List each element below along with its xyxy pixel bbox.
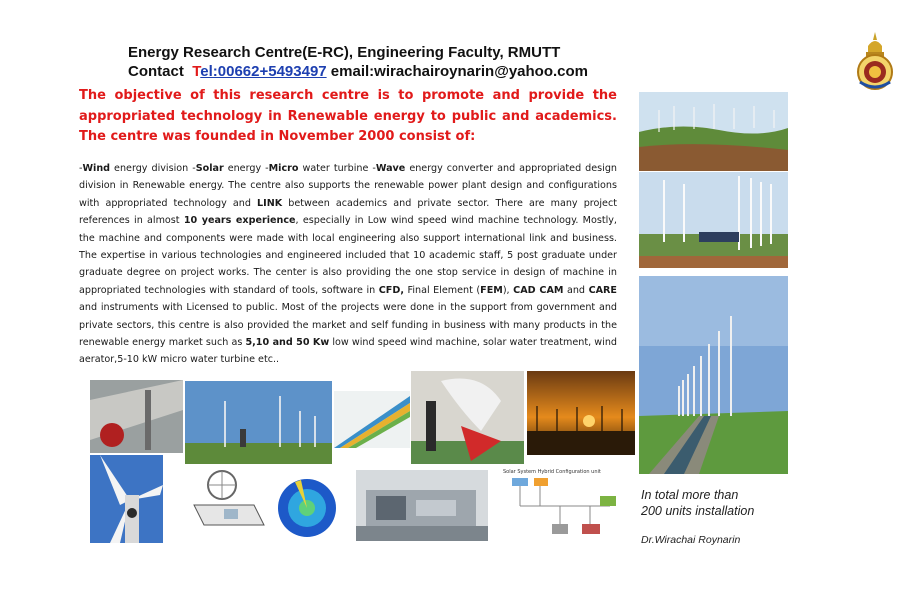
- caption-line-2: 200 units installation: [641, 504, 755, 518]
- header-contact: [128, 63, 588, 80]
- diagram-title: Solar System Hybrid Configuration unit: [503, 469, 601, 475]
- blade-cfd-render: [334, 391, 410, 448]
- caption-line-1: In total more than: [641, 488, 739, 502]
- sunset-wind-farm-photo: [527, 371, 635, 455]
- blade-workshop-photo: [90, 380, 183, 453]
- installation-caption: [641, 487, 754, 519]
- fem-stress-plot: [275, 472, 340, 542]
- turbine-nacelle-worker-photo: [90, 455, 163, 543]
- tel-prefix: T: [192, 63, 201, 80]
- description-paragraph: -Wind energy division -Solar energy -Micro water turbine -Wave energy converter and appropriated design division in Renewable energy. The centre also supports the renewable power plant design and configurations with appropriated technology and LINK between academics and private sector. There are many project references in almost 10 years experience, especially in Low wind speed wind machine technology. Mostly, the machine and components were made with local engineering also support international link and business. The expertise in various technologies and engineered included that 10 academic staff, 5 post graduate under graduate degree on project works. The center is also providing the one stop service in design of machine in appropriated technologies with standard of tools, software in CFD, Final Element (FEM), CAD CAM and CARE and instruments with Licensed to public. Most of the projects were done in the support from government and private sectors, this centre is also provided the market and self funding in business with many products in the renewable energy market such as 5,10 and 50 Kw low wind speed wind machine, solar water treatment, wind aerator,5-10 kW micro water turbine etc..: [79, 163, 618, 366]
- wind-turbines-solar-panels-photo: [639, 172, 788, 268]
- hybrid-system-diagram: [500, 466, 625, 542]
- micro-turbine-test-rig-photo: [356, 470, 488, 541]
- wind-farm-hill-photo: [639, 92, 788, 171]
- wind-turbines-field-photo: [185, 381, 332, 464]
- email-text: email:wirachairoynarin@yahoo.com: [330, 63, 589, 80]
- turbine-engineer-photo: [411, 371, 524, 464]
- tel-link[interactable]: el:00662+5493497: [200, 63, 327, 80]
- university-logo: [856, 32, 894, 92]
- header-title: Energy Research Centre(E-RC), Engineering Faculty, RMUTT: [128, 44, 561, 61]
- objective-statement: The objective of this research centre is to promote and provide the appropriated technology in Renewable energy to public and academics. The centre was founded in November 2000 consist of:: [79, 88, 617, 144]
- contact-label: Contact: [128, 63, 184, 80]
- wind-turbine-row-canal-photo: [639, 276, 788, 474]
- cad-turbine-drawing: [184, 465, 274, 540]
- author-name: Dr.Wirachai Roynarin: [641, 534, 741, 546]
